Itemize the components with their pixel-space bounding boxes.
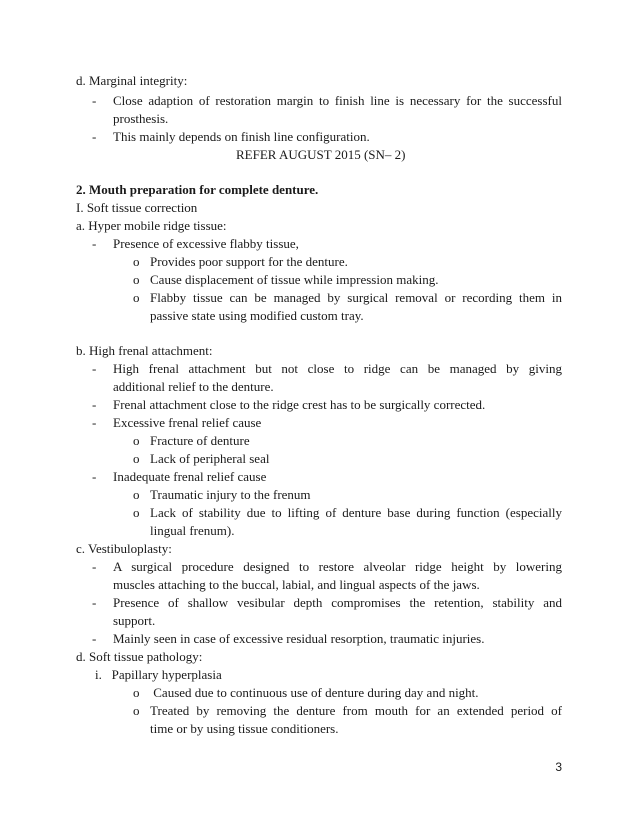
- bullet-line: Caused due to continuous use of denture during day and night.: [150, 685, 479, 700]
- heading-hyper-mobile: a. Hyper mobile ridge tissue:: [76, 218, 227, 233]
- dash-marker: -: [92, 361, 97, 376]
- list-item-line: Frenal attachment close to the ridge crest has to be surgically corrected.: [113, 397, 486, 412]
- page-number: 3: [555, 760, 562, 774]
- dash-marker: -: [92, 236, 97, 251]
- bullet-line: Traumatic injury to the frenum: [150, 487, 311, 502]
- list-item-line: prosthesis.: [113, 111, 169, 126]
- list-item-line: Close adaption of restoration margin to finish line is necessary for the successful: [113, 93, 562, 108]
- bullet-line: Lack of stability due to lifting of denture base during function (especially: [150, 505, 562, 520]
- dash-marker: -: [92, 469, 97, 484]
- bullet-line: Fracture of denture: [150, 433, 250, 448]
- dash-marker: -: [92, 129, 97, 144]
- sub-item-papillary: i. Papillary hyperplasia: [95, 667, 222, 682]
- list-item-line: Excessive frenal relief cause: [113, 415, 262, 430]
- list-item-line: support.: [113, 613, 156, 628]
- dash-marker: -: [92, 93, 97, 108]
- refer-note: REFER AUGUST 2015 (SN– 2): [236, 147, 406, 162]
- dash-marker: -: [92, 397, 97, 412]
- list-item-line: Mainly seen in case of excessive residual resorption, traumatic injuries.: [113, 631, 485, 646]
- list-item-line: additional relief to the denture.: [113, 379, 274, 394]
- bullet-marker: o: [133, 254, 140, 269]
- subsection-heading: I. Soft tissue correction: [76, 200, 198, 215]
- bullet-marker: o: [133, 685, 140, 700]
- bullet-marker: o: [133, 290, 140, 305]
- dash-marker: -: [92, 415, 97, 430]
- dash-marker: -: [92, 559, 97, 574]
- heading-marginal-integrity: d. Marginal integrity:: [76, 73, 188, 88]
- bullet-line: time or by using tissue conditioners.: [150, 721, 339, 736]
- heading-soft-tissue-pathology: d. Soft tissue pathology:: [76, 649, 203, 664]
- dash-marker: -: [92, 631, 97, 646]
- heading-high-frenal: b. High frenal attachment:: [76, 343, 213, 358]
- bullet-marker: o: [133, 703, 140, 718]
- list-item-line: Presence of excessive flabby tissue,: [113, 236, 299, 251]
- bullet-line: Treated by removing the denture from mouth for an extended period of: [150, 703, 562, 718]
- bullet-marker: o: [133, 487, 140, 502]
- bullet-line: passive state using modified custom tray.: [150, 308, 364, 323]
- bullet-line: Flabby tissue can be managed by surgical removal or recording them in: [150, 290, 562, 305]
- bullet-marker: o: [133, 272, 140, 287]
- bullet-line: lingual frenum).: [150, 523, 235, 538]
- list-item-line: High frenal attachment but not close to ridge can be managed by giving: [113, 361, 562, 376]
- list-item-line: muscles attaching to the buccal, labial, and lingual aspects of the jaws.: [113, 577, 480, 592]
- list-item-line: Inadequate frenal relief cause: [113, 469, 267, 484]
- bullet-marker: o: [133, 433, 140, 448]
- heading-vestibuloplasty: c. Vestibuloplasty:: [76, 541, 172, 556]
- bullet-line: Cause displacement of tissue while impression making.: [150, 272, 439, 287]
- bullet-marker: o: [133, 505, 140, 520]
- bullet-marker: o: [133, 451, 140, 466]
- bullet-line: Provides poor support for the denture.: [150, 254, 348, 269]
- list-item-line: A surgical procedure designed to restore alveolar ridge height by lowering: [113, 559, 562, 574]
- section-heading: 2. Mouth preparation for complete denture.: [76, 182, 319, 197]
- list-item-line: Presence of shallow vesibular depth compromises the retention, stability and: [113, 595, 562, 610]
- list-item-line: This mainly depends on finish line configuration.: [113, 129, 370, 144]
- dash-marker: -: [92, 595, 97, 610]
- bullet-line: Lack of peripheral seal: [150, 451, 270, 466]
